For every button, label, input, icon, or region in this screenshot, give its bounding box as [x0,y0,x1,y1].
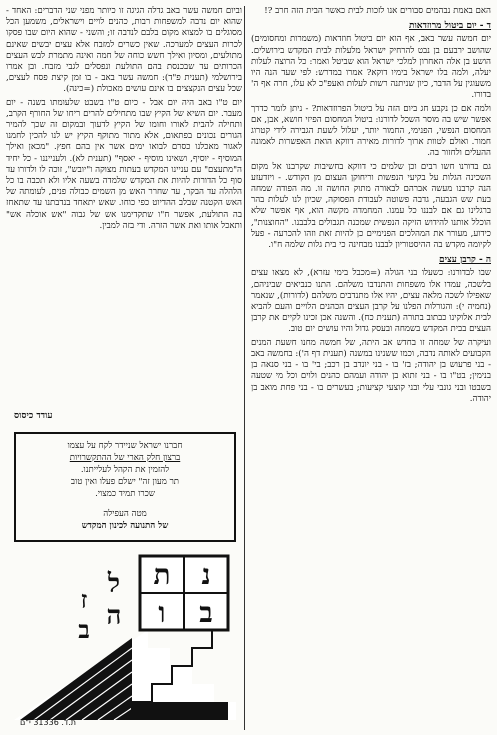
paragraph: ולמה אם כן נקבע חג ביום הזה על ביטול הפרוזדאות? - ניתן לומר כדרך אפשר שיש בה מוסר השכל לדורנו: ביטול המחסום הפיזי חושא, אבן, אם המחסום הנפשי, הפנימי, החמור יותר, יעלול לשעת הגבירה לידי קטרוג חמור. ואולם לטוות ארוך לדורות מאירה דווקא הואת האפשרות לאמונה ההעלים ולחזור בה. [251,103,491,159]
section-heading-4: ד - יום ביטול מרוזדאות [409,21,491,32]
logo-letter: ל [107,569,121,599]
section-heading-5: ה - קרבן עצים [439,255,491,266]
notice-org-name: של התנועה לכינון המקדש [81,521,169,531]
logo-letter: ב [78,615,90,644]
column-divider [244,6,245,730]
logo-letter: ת [153,558,171,591]
notice-line: תר מעון זה" ישלם פעלו ואין טוב [70,477,180,487]
notice-line: ברצון חלק הארי של ההתקשרויות [69,453,181,463]
notice-line: להזמין את הקהל לעלייתנו. [80,465,170,475]
paragraph: וביום חמשה עשר באב גדלה הגיגה זו כיותר מפני שני הדברים: האחד - שהוא יום נדבה למשפחות רבות, כהנים לויים וישראלים, משמען הכל מסוגלים בו למצוא מקום בלבם לנדבה זו; והשני - שהוא היום שבו פסקו לכרות העצים למערכה. שאין כשרים למזבח אלא עצים יבשים שאינם מתולעים, ומסיון ואילך חשש כוחה של חמה ואינה מתמרת לבש העצים הכרותים עד שבכנסת בהם התולעת ונפסלים לגבי מזבח. ובן אמרו בירושלמי (תענית פ"ד): חמשה עשר באב - בו זמן קיצת פסח לעצים, שכל עצים הנקצצים בו אינם עושים מאכולת (=כינה). [6,6,242,95]
paragraph: ועיקרה של שמחה זו בחדש אב היתה, של חמשה מחנו חשעת המנים הקבועים לאותה נדבה, וכמו ששנינו במשנה (תענית דף ה'): בחמשה באב - בני פרעוש בן יהודה; בז' בו - בני יונדב בן רכב; בי' בו - בני סנאה בן בנימין; בט"ו בו - בני זתוא בן יהודה ועמהם כהנים ולוים וכל מי שטעה בשבטו ובני גונבי עלי ובני קוצעי קציעות; בעשרים בו - בני פחת מואב בן יהודה. [251,337,491,404]
logo-letter: ו [158,596,166,629]
temple-logo-icon [14,552,236,722]
postal-code: ת.ד. 31336 י"ם [20,718,77,727]
notice-org: מטה העפילה [103,509,147,519]
paragraph: יום חמשה עשר באב, אף הוא יום ביטול חוזדאות (משמרות ומחסומים) שהושב ירבעם בן נבט להרחיק ישראל מלעלות לבית המקדש בירושלים. הושע בן אלה האחרון למלכי ישראל הוא שביטל ואמר: כל הרוצה לעלות יעלה, ולמה בלו ישראל בימיו דוקא? אמרו במדרש: לפי שעד הנה היו משעוגין על הדבר, כיון שניתנה רשות לעלות ואעפ"כ לא עלו, חרה אף ה' בדורו. [251,34,491,101]
logo-letter: ז [80,585,88,614]
logo-letter: ה [106,601,122,631]
logo-letter: ב [199,596,213,629]
left-column [6,6,242,416]
notice-line: חברנו ישראל שניידר לקח על עצמו [67,441,183,451]
notice-line: שכרו תמיד כמצוי. [95,489,155,499]
paragraph: גם בדורנו חשו רבים וכן שלמים כי דווקא בחשיבות שקרבנו אל מקום השכינה הגלות על בקיעי הנפשות וריחוקן העצום מן הקודש. - ויזדעזע הנה קרבנו מעשה אברהם לבאורה מתוק החושה זו. מה הפודה שמחה בעת שש הגבעה, גדבה פשוטה לעבודת הפסוקה, שכיון לנו לעלות בהר ברגלינו גם אם לבננו כל עמנו. המחמדה מקשה הוא, אף אפשר שלא הוכלל אותנו להידוש הזיקה הנפשית שמכנה תגבולים בלבבנו. "החוצנות", כידוע, מעורר את המהלכים הפנימיים כן להיות זאת וזהו להכרעה - פעל לקיומה מקדש בה ההיסטוריון לבבנו מבחינה כי בית גלות שלמה ח"ו. [251,161,491,251]
intro-paragraph: האם באמת נבהמים סבורים אנו לזכות לבית כאשר הבית הזה חרב ?! [264,6,491,16]
logo-letter: נ [201,558,211,591]
right-column [251,6,491,732]
notice-box [14,432,236,542]
paragraph: יום ט"ו באב היה יום אבל - כיום ט"ו בשבט שלעומתו בשנה - יום מעבר. יום השיא של הקיץ שבו מתחילים להרים ריחו של החורף הקרב, ותחילה להבית לאורו וחומו של הקיץ לדעוך ובמקום זה שכך להמיר הגורים נכונים בפתאום, אלא מתור מתוקף הקיץ יש לנו להכין לחמנו לאגור מאכלנו כסרם לבואו ימים אשר אין בהם חפץ. "מכאן ואילך המוסיף - יוסיף, ושאינו מוסיף - יאסף" (תענית לא). ולענייננו - כל יחיד ה"מתעצם" עם עניינו המקדש בעתות מצוקה ו"יובש", זוכה לו ולדורו עד סוף כל הדורות להיות את המקדש שלמדה בשעה אליו ולא תכבה בו כל הלהלה עד הבקר, עד שחרר האש מן השמים כבולה פנים, לעומתה של האש הקטנה שבלב ההדיוט כפי כוחו. שאש יתאחד בנדבתנו עד שתאחז בה התולעת, אפשר ח"ו שתקדימנו אש של גבוה "אש אוכלה אש" ותאכל אותו ואת אשר הזרה. ודי בזה למבין. [6,97,242,231]
paragraph: שבו לבדורנו: כשעלו בני הגולה (=מכבל בימי עזרא), לא מצאו עצים בלשכה, עמדו אלו משפחות והתנדבו משלהם. התנו כנביאים שביניהם, שאפילו לשכה מלאה עצים, יהיו אלו מתנדבים משלהם (לדורות), שנאמר (נחמיה י): והגורלות הפלנו על קרבן העצים הכהנים הלויים והעם להביא לבית אלוקינו כבתוב בתורה (תענית כח). והשנה אכן זכינו לקיים את קרבן העצים בבית המקדש בשמחה ובעסק גדול והיו עושים יום טוב. [251,268,491,335]
author-signature: עודד כיסוס [14,411,53,421]
